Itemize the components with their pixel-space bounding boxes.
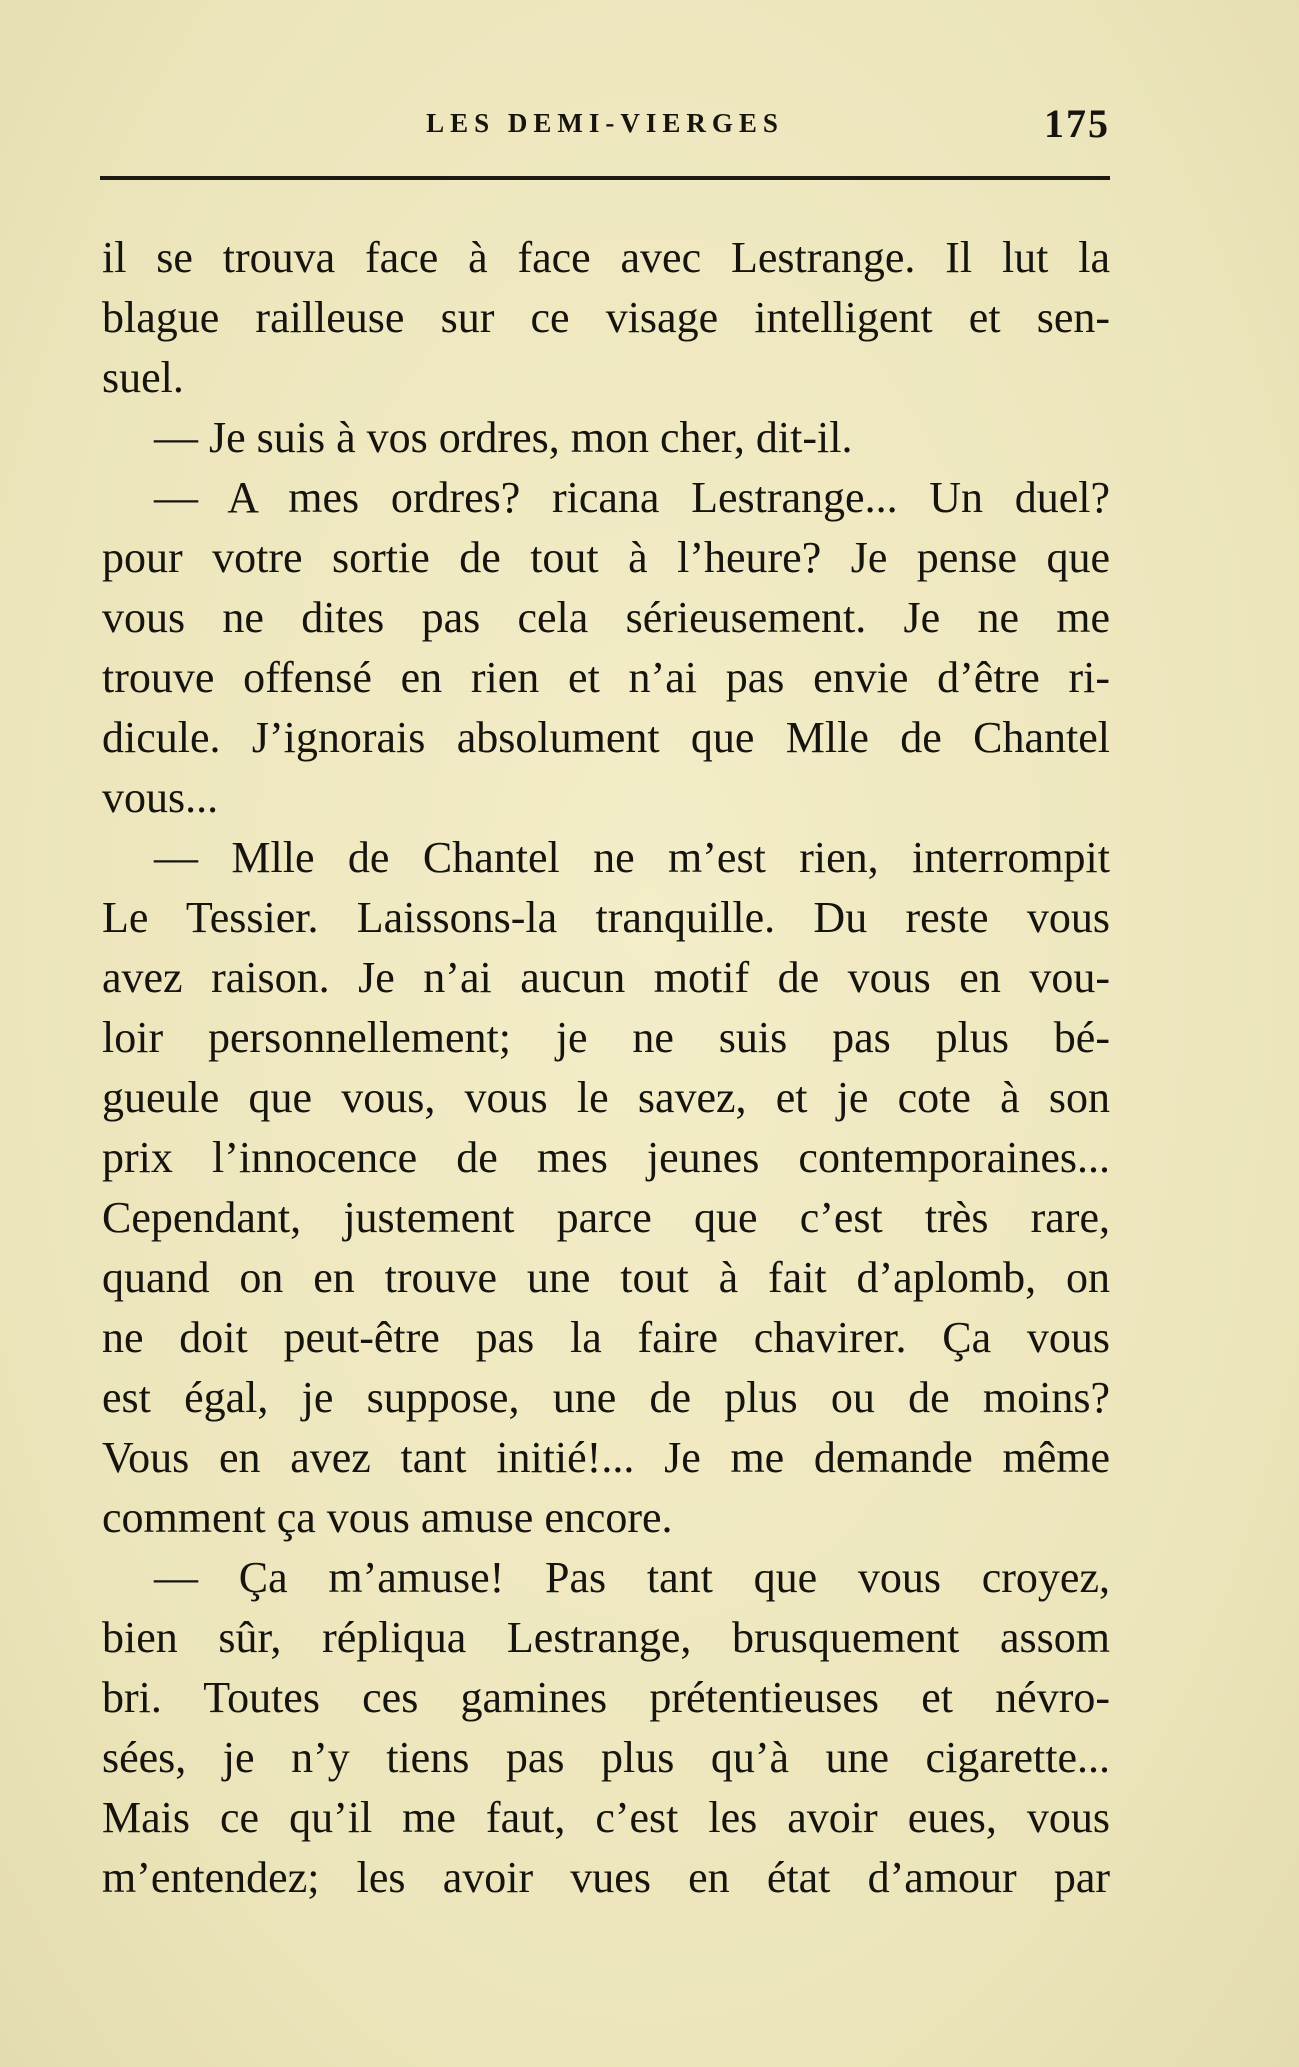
text-line: avez raison. Je n’ai aucun motif de vous en vou-: [102, 953, 1110, 1002]
page-number: 175: [1044, 101, 1110, 146]
text-line: — Ça m’amuse! Pas tant que vous croyez,: [154, 1553, 1110, 1602]
text-line: sées, je n’y tiens pas plus qu’à une cigarette...: [102, 1733, 1110, 1782]
text-line: — Je suis à vos ordres, mon cher, dit-il.: [154, 413, 853, 462]
text-line: pour votre sortie de tout à l’heure? Je pense que: [102, 533, 1110, 582]
running-head: [100, 100, 1110, 150]
text-line: il se trouva face à face avec Lestrange. Il lut la: [102, 233, 1110, 282]
header-rule: [100, 176, 1110, 180]
text-line: vous...: [102, 773, 219, 822]
text-line: quand on en trouve une tout à fait d’aplomb, on: [102, 1253, 1110, 1302]
text-line: loir personnellement; je ne suis pas plus bé-: [102, 1013, 1110, 1062]
text-line: dicule. J’ignorais absolument que Mlle de Chantel: [102, 713, 1110, 762]
text-line: trouve offensé en rien et n’ai pas envie d’être ri-: [102, 653, 1110, 702]
text-line: Cependant, justement parce que c’est très rare,: [102, 1193, 1110, 1242]
text-line: Mais ce qu’il me faut, c’est les avoir eues, vous: [102, 1793, 1110, 1842]
text-line: est égal, je suppose, une de plus ou de moins?: [102, 1373, 1110, 1422]
text-line: Le Tessier. Laissons-la tranquille. Du reste vous: [102, 893, 1110, 942]
text-line: Vous en avez tant initié!... Je me demande même: [102, 1433, 1110, 1482]
running-title: LES DEMI-VIERGES: [426, 108, 784, 138]
text-line: prix l’innocence de mes jeunes contemporaines...: [102, 1133, 1110, 1182]
text-line: blague railleuse sur ce visage intelligent et sen-: [102, 293, 1110, 342]
text-line: suel.: [102, 353, 184, 402]
text-line: m’entendez; les avoir vues en état d’amour par: [102, 1853, 1110, 1902]
text-line: ne doit peut-être pas la faire chavirer. Ça vous: [102, 1313, 1110, 1362]
text-line: bien sûr, répliqua Lestrange, brusquement assom: [102, 1613, 1110, 1662]
text-line: — Mlle de Chantel ne m’est rien, interrompit: [154, 833, 1110, 882]
text-line: — A mes ordres? ricana Lestrange... Un duel?: [154, 473, 1110, 522]
text-line: comment ça vous amuse encore.: [102, 1493, 673, 1542]
text-line: vous ne dites pas cela sérieusement. Je ne me: [102, 593, 1110, 642]
text-line: gueule que vous, vous le savez, et je cote à son: [102, 1073, 1110, 1122]
text-line: bri. Toutes ces gamines prétentieuses et névro-: [102, 1673, 1110, 1722]
body-text: [102, 228, 1110, 1908]
